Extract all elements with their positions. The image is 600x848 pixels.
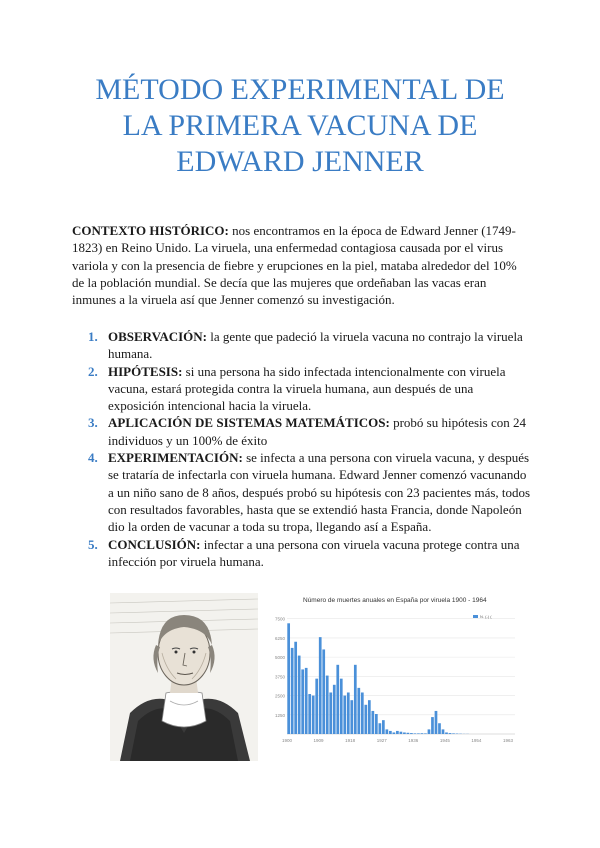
list-item xyxy=(88,536,532,571)
bar xyxy=(354,665,357,734)
x-tick-label: 1945 xyxy=(439,738,450,743)
bar xyxy=(382,720,385,734)
bar xyxy=(421,733,424,734)
list-item xyxy=(88,414,532,449)
step-number: 1. xyxy=(88,329,98,344)
bar xyxy=(386,729,389,734)
bar xyxy=(417,733,420,734)
title-line-2: LA PRIMERA VACUNA DE xyxy=(122,109,478,142)
bar xyxy=(407,733,410,734)
y-tick-label: 6250 xyxy=(274,635,285,641)
step-text: probó su hipótesis con 24 individuos y un 100% de éxito xyxy=(108,415,526,448)
method-steps-list xyxy=(88,328,532,570)
bar xyxy=(308,694,311,734)
title-line-3: EDWARD JENNER xyxy=(176,145,424,178)
y-tick-label: 2500 xyxy=(274,693,285,699)
x-tick-label: 1936 xyxy=(408,738,419,743)
bar xyxy=(431,717,434,734)
bar xyxy=(368,700,371,734)
context-text: nos encontramos en la época de Edward Jenner (1749-1823) en Reino Unido. La viruela, una enfermedad contagiosa causada por el virus variola y con la presencia de fiebre y erupciones en la piel, mataba alrededor del 10% de la población mundial. Se decía que las mujeres que ordeñaban las vacas eran inmunes a la viruela así que Jenner comenzó su investigación. xyxy=(72,223,517,308)
bar xyxy=(298,656,301,734)
bar xyxy=(336,665,339,734)
bar xyxy=(301,669,304,734)
bar xyxy=(442,729,445,734)
bar xyxy=(435,711,438,734)
bar xyxy=(291,648,294,734)
x-tick-label: 1900 xyxy=(281,738,293,743)
bar xyxy=(329,692,332,734)
step-label: CONCLUSIÓN: xyxy=(108,536,201,552)
bar xyxy=(315,679,318,734)
bar xyxy=(326,676,329,734)
bar xyxy=(438,723,441,734)
bar xyxy=(357,688,360,734)
context-label: CONTEXTO HISTÓRICO: xyxy=(72,223,229,238)
document-title xyxy=(40,72,560,180)
x-tick-label: 1927 xyxy=(376,738,387,743)
chart-plot xyxy=(263,593,523,753)
chart-title: Número de muertes anuales en España por viruela 1900 - 1964 xyxy=(303,597,487,604)
bar xyxy=(333,685,336,734)
bar xyxy=(389,731,392,734)
bar xyxy=(347,692,350,734)
bar xyxy=(364,705,367,734)
bar xyxy=(305,668,308,734)
step-text: si una persona ha sido infectada intencionalmente con viruela vacuna, estará protegida contra la viruela humana, aun después de una exposición intencional hacia la viruela. xyxy=(108,363,506,414)
step-label: APLICACIÓN DE SISTEMAS MATEMÁTICOS: xyxy=(108,415,390,431)
list-item xyxy=(88,328,532,363)
list-item xyxy=(88,363,532,415)
step-number: 2. xyxy=(88,363,98,379)
bar xyxy=(403,732,406,734)
bar xyxy=(445,732,448,734)
step-number: 5. xyxy=(88,536,98,552)
bar xyxy=(410,733,413,734)
portrait-engraving xyxy=(110,593,258,761)
context-paragraph xyxy=(72,222,532,308)
bar xyxy=(371,711,374,734)
list-item xyxy=(88,449,532,535)
y-tick-label: 1250 xyxy=(274,712,285,718)
y-tick-label: 3750 xyxy=(274,674,285,680)
step-label: HIPÓTESIS: xyxy=(108,363,183,379)
title-line-1: MÉTODO EXPERIMENTAL DE xyxy=(95,73,505,106)
smallpox-deaths-chart xyxy=(263,593,523,753)
x-tick-label: 1918 xyxy=(345,738,356,743)
bar xyxy=(294,642,297,734)
step-text: infectar a una persona con viruela vacuna protege contra una infección por viruela humana. xyxy=(108,536,520,569)
legend-label: N. (-) ( xyxy=(480,614,492,619)
bar xyxy=(350,700,353,734)
bar xyxy=(340,679,343,734)
bar xyxy=(396,731,399,734)
bar xyxy=(319,637,322,734)
x-tick-label: 1963 xyxy=(502,738,513,743)
x-tick-label: 1909 xyxy=(313,738,324,743)
bar xyxy=(379,723,382,734)
bar xyxy=(414,733,417,734)
x-tick-label: 1954 xyxy=(471,738,482,743)
bar xyxy=(322,649,325,734)
bar xyxy=(375,714,378,734)
bar xyxy=(312,696,315,734)
y-tick-label: 7500 xyxy=(274,616,285,622)
step-text: la gente que padeció la viruela vacuna no contrajo la viruela humana. xyxy=(108,329,523,362)
bar xyxy=(449,733,452,734)
step-number: 3. xyxy=(88,415,98,431)
step-number: 4. xyxy=(88,450,98,466)
bar xyxy=(361,692,364,734)
y-tick-label: 5000 xyxy=(274,655,285,661)
bar xyxy=(287,623,290,734)
legend-swatch xyxy=(473,615,478,618)
bar xyxy=(393,732,396,734)
bar xyxy=(424,733,427,734)
bar xyxy=(400,732,403,734)
edward-jenner-portrait xyxy=(110,593,258,761)
bar xyxy=(428,729,431,734)
step-label: OBSERVACIÓN: xyxy=(108,329,207,344)
step-text: se infecta a una persona con viruela vacuna, y después se trataría de infectarla con viruela humana. Edward Jenner comenzó vacunando a un niño sano de 8 años, después probó su hipótesis con 23 pacientes más, todos con resultados favorables, hasta que se extendió hasta Francia, donde Napoleón dio la orden de vacunar a toda su tropa, llegando así a España. xyxy=(108,450,531,535)
bar xyxy=(452,733,455,734)
step-label: EXPERIMENTACIÓN: xyxy=(108,450,243,466)
bar xyxy=(343,696,346,734)
